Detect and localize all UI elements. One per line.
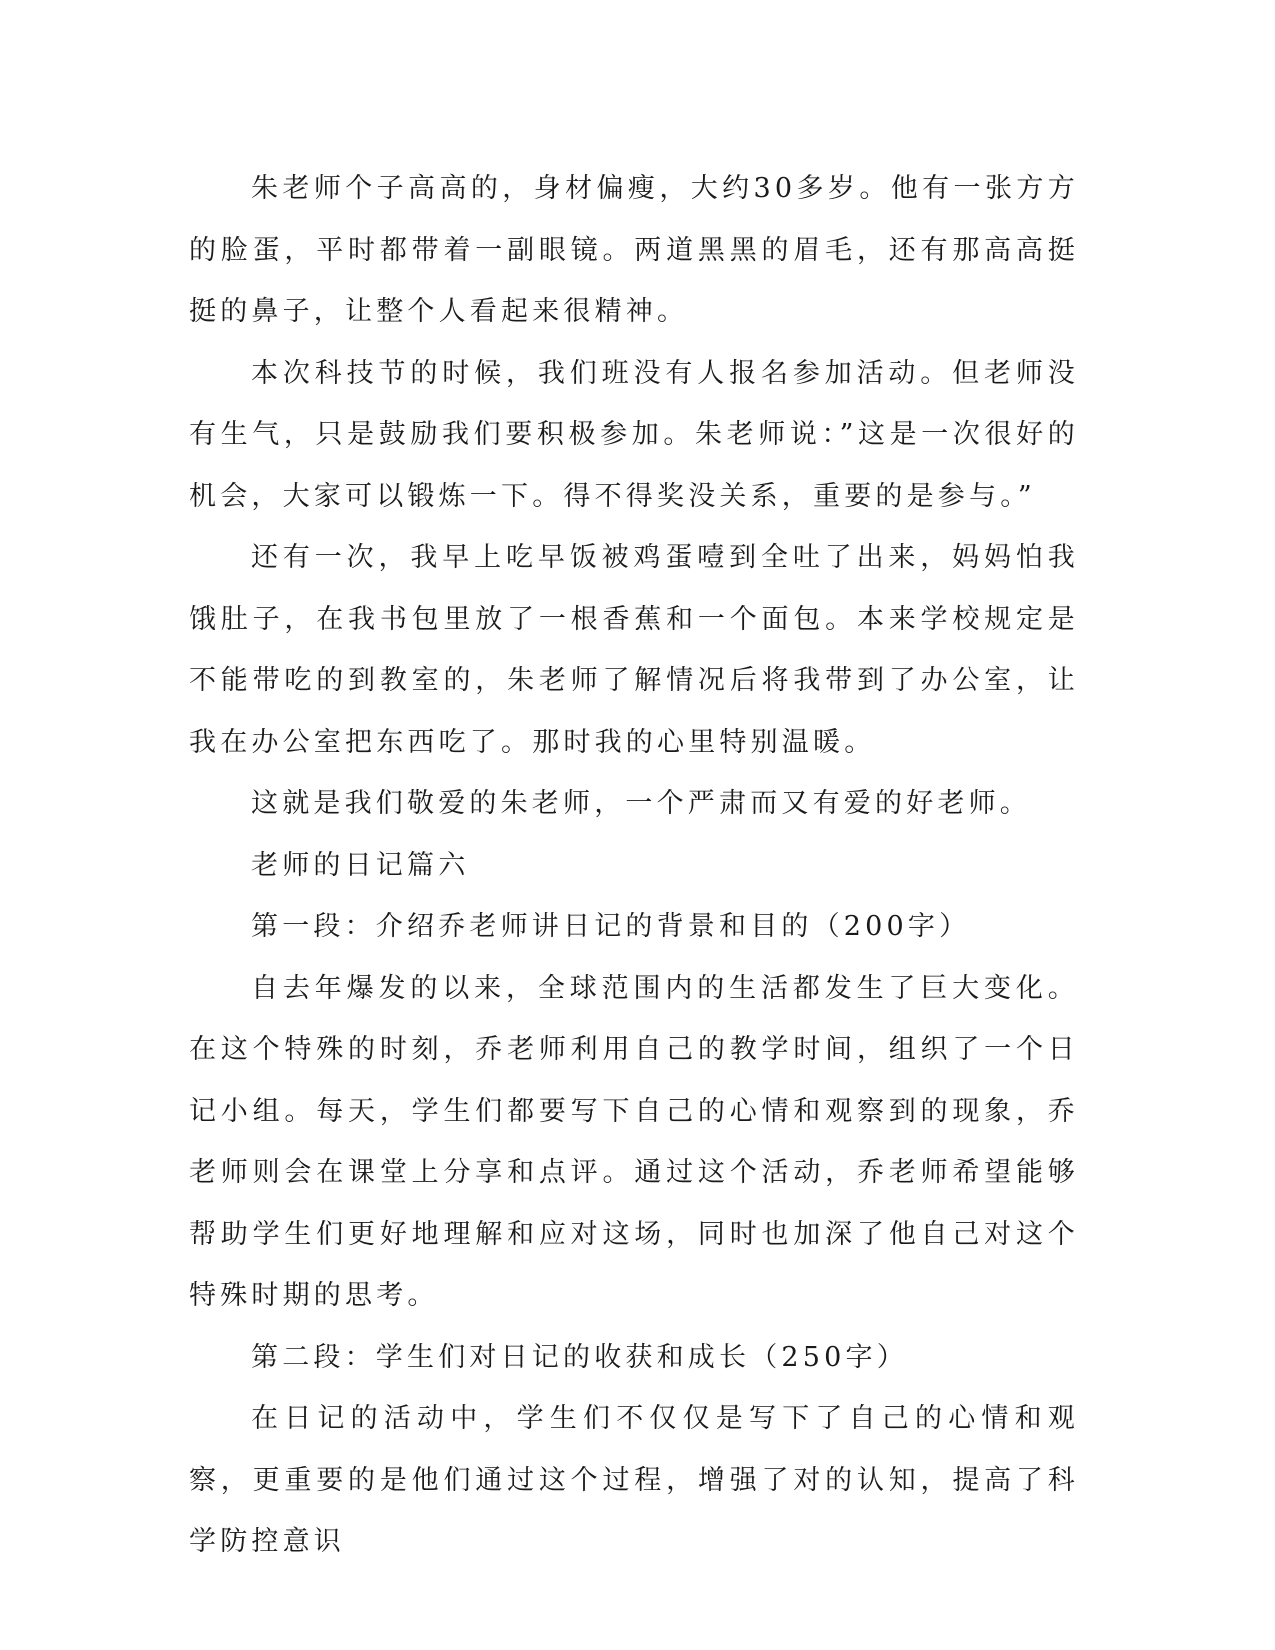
paragraph-conclusion: 这就是我们敬爱的朱老师，一个严肃而又有爱的好老师。: [251, 788, 1031, 819]
paragraph-diary-background: 自去年爆发的以来，全球范围内的生活都发生了巨大变化。在这个特殊的时刻，乔老师利用自己的教学时间，组织了一个日记小组。每天，学生们都要写下自己的心情和观察到的现象，乔老师则会在课堂上分享和点评。通过这个活动，乔老师希望能够帮助学生们更好地理解和应对这场，同时也加深了他自己对这个特殊时期的思考。: [189, 972, 1079, 1311]
subheading-part-one: 第一段：介绍乔老师讲日记的背景和目的（200字）: [251, 911, 971, 942]
paragraph-diary-gains: 在日记的活动中，学生们不仅仅是写下了自己的心情和观察，更重要的是他们通过这个过程，增强了对的认知，提高了科学防控意识: [189, 1403, 1079, 1557]
subheading-part-two: 第二段：学生们对日记的收获和成长（250字）: [251, 1341, 908, 1373]
document-body: [189, 158, 1079, 1573]
paragraph-breakfast-story: 还有一次，我早上吃早饭被鸡蛋噎到全吐了出来，妈妈怕我饿肚子，在我书包里放了一根香蕉和一个面包。本来学校规定是不能带吃的到教室的，朱老师了解情况后将我带到了办公室，让我在办公室把东西吃了。那时我的心里特别温暖。: [189, 542, 1079, 758]
section-heading: 老师的日记篇六: [251, 849, 470, 881]
paragraph-teacher-description: 朱老师个子高高的，身材偏瘦，大约30多岁。他有一张方方的脸蛋，平时都带着一副眼镜。两道黑黑的眉毛，还有那高高挺挺的鼻子，让整个人看起来很精神。: [189, 173, 1079, 327]
paragraph-science-festival: 本次科技节的时候，我们班没有人报名参加活动。但老师没有生气，只是鼓励我们要积极参加。朱老师说：”这是一次很好的机会，大家可以锻炼一下。得不得奖没关系，重要的是参与。”: [189, 357, 1079, 512]
